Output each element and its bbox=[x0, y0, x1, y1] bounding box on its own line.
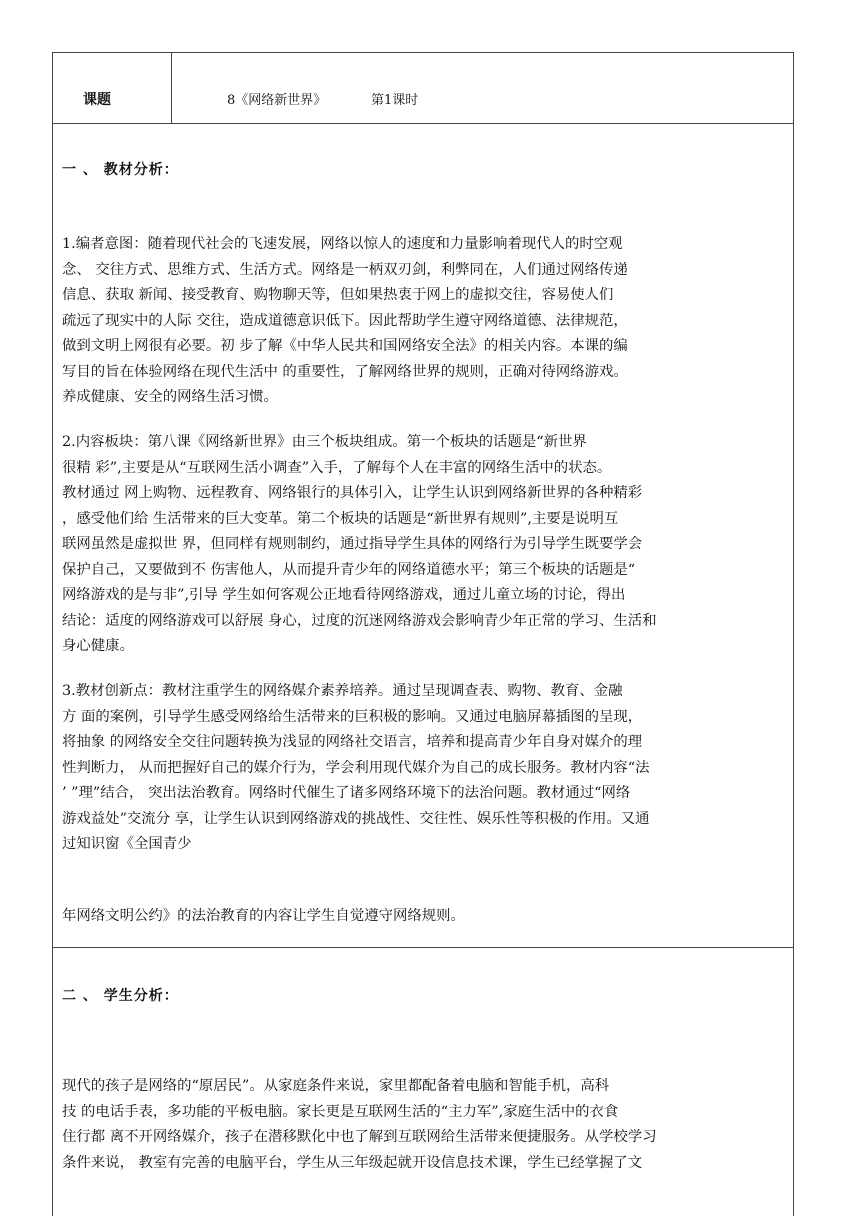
text-line: 保护自己，又要做到不 伤害他人，从而提升青少年的网络道德水平；第三个板块的话题是“ bbox=[62, 561, 636, 578]
text-line: 1.编者意图：随着现代社会的飞速发展，网络以惊人的速度和力量影响着现代人的时空观 bbox=[62, 236, 623, 252]
text-line: 养成健康、安全的网络生活习惯。 bbox=[62, 389, 278, 405]
text-line: 条件来说， 教室有完善的电脑平台，学生从三年级起就开设信息技术课，学生已经掌握了文 bbox=[62, 1154, 643, 1171]
text-line: 性判断力， 从而把握好自己的媒介行为，学会利用现代媒介为自己的成长服务。教材内容“法 bbox=[62, 759, 650, 776]
text-line: 网络游戏的是与非”,引导 学生如何客观公正地看待网络游戏，通过儿童立场的讨论，得出 bbox=[62, 587, 626, 603]
lesson-plan-table bbox=[52, 52, 794, 1216]
header-row bbox=[53, 53, 793, 124]
text-line: 技 的电话手表，多功能的平板电脑。家长更是互联网生活的“主力军”,家庭生活中的衣食 bbox=[62, 1103, 619, 1120]
text-line: 年网络文明公约》的法治教育的内容让学生自觉遵守网络规则。 bbox=[62, 908, 465, 924]
text-line: 过知识窗《全国青少 bbox=[62, 836, 192, 852]
column-divider bbox=[171, 53, 172, 123]
topic-label: 课题 bbox=[83, 92, 111, 108]
text-line: 方 面的案例，引导学生感受网络给生活带来的巨积极的影响。又通过电脑屏幕插图的呈现， bbox=[62, 708, 643, 725]
text-line: 写目的旨在体验网络在现代生活中 的重要性，了解网络世界的规则，正确对待网络游戏。 bbox=[62, 363, 628, 380]
text-line: 联网虽然是虚拟世 界，但同样有规则制约，通过指导学生具体的网络行为引导学生既要学会 bbox=[62, 536, 643, 552]
text-line: 念、 交往方式、思维方式、生活方式。网络是一柄双刃剑，利弊同在，人们通过网络传递 bbox=[62, 261, 628, 278]
text-line: 住行都 离不开网络媒介，孩子在潜移默化中也了解到互联网给生活带来便捷服务。从学校学习 bbox=[62, 1129, 657, 1145]
text-line: 游戏益处”交流分 享，让学生认识到网络游戏的挑战性、交往性、娱乐性等积极的作用。又通 bbox=[62, 810, 650, 827]
text-line: 结论：适度的网络游戏可以舒展 身心，过度的沉迷网络游戏会影响青少年正常的学习、生活和 bbox=[62, 612, 657, 629]
lesson-period: 第1课时 bbox=[371, 93, 419, 108]
text-line: 很精 彩”,主要是从“互联网生活小调查”入手，了解每个人在丰富的网络生活中的状态。 bbox=[62, 459, 612, 476]
paragraph-editorial-intent bbox=[62, 232, 792, 411]
section-heading: 一 、 教材分析： bbox=[62, 162, 179, 178]
lesson-title: 8《网络新世界》 bbox=[227, 93, 327, 108]
section-heading: 二 、 学生分析： bbox=[62, 988, 179, 1004]
student-analysis-section bbox=[53, 948, 793, 1217]
paragraph-student-analysis bbox=[62, 1074, 792, 1176]
textbook-analysis-section bbox=[53, 124, 793, 948]
paragraph-content-blocks bbox=[62, 430, 792, 660]
text-line: 疏远了现实中的人际 交往，造成道德意识低下。因此帮助学生遵守网络道德、法律规范， bbox=[62, 312, 628, 329]
text-line: ，感受他们给 生活带来的巨大变革。第二个板块的话题是“新世界有规则”,主要是说明互 bbox=[62, 510, 619, 527]
paragraph-innovation-tail bbox=[62, 904, 792, 930]
text-line: 身心健康。 bbox=[62, 638, 134, 654]
text-line: 信息、获取 新闻、接受教育、购物聊天等，但如果热衷于网上的虚拟交往，容易使人们 bbox=[62, 287, 614, 303]
text-line: 将抽象 的网络安全交往问题转换为浅显的网络社交语言，培养和提高青少年自身对媒介的理 bbox=[62, 734, 643, 750]
text-line: 2.内容板块：第八课《网络新世界》由三个板块组成。第一个板块的话题是“新世界 bbox=[62, 434, 587, 450]
text-line: 教材通过 网上购物、远程教育、网络银行的具体引入，让学生认识到网络新世界的各种精彩 bbox=[62, 485, 643, 501]
text-line: 现代的孩子是网络的“原居民”。从家庭条件来说，家里都配备着电脑和智能手机，高科 bbox=[62, 1078, 610, 1094]
text-line: 做到文明上网很有必要。初 步了解《中华人民共和国网络安全法》的相关内容。本课的编 bbox=[62, 338, 628, 354]
text-line: 3.教材创新点：教材注重学生的网络媒介素养培养。通过呈现调查表、购物、教育、金融 bbox=[62, 683, 623, 699]
text-line: ’ ”理”结合， 突出法治教育。网络时代催生了诸多网络环境下的法治问题。教材通过“网络 bbox=[62, 785, 631, 801]
paragraph-innovation bbox=[62, 679, 792, 858]
